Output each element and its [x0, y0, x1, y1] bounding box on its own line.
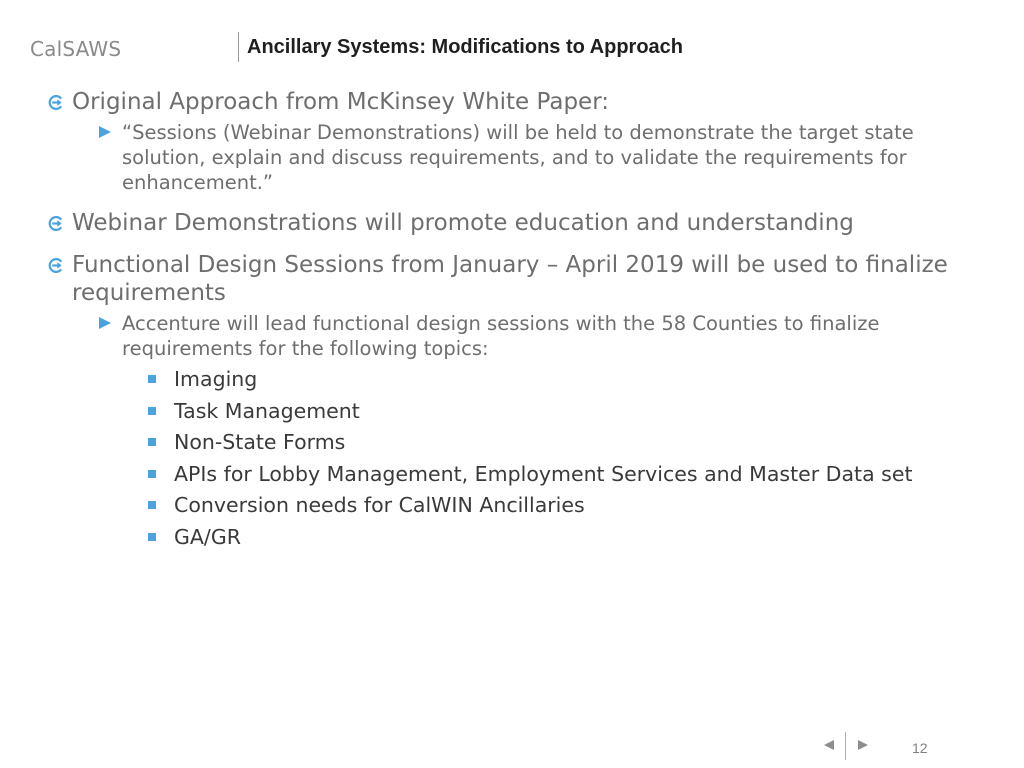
- slide-title: Ancillary Systems: Modifications to Approach: [247, 36, 684, 58]
- square-bullet-icon: [148, 375, 156, 383]
- topic-text: Task Management: [174, 398, 360, 423]
- bullet-text: Original Approach from McKinsey White Paper:: [72, 89, 609, 115]
- triangle-right-icon: [98, 316, 112, 330]
- sub-bullet-accenture: [122, 311, 988, 361]
- page-number: 12: [912, 740, 928, 756]
- list-item: [174, 399, 988, 424]
- topic-text: APIs for Lobby Management, Employment Services and Master Data set: [174, 461, 913, 486]
- list-item: [174, 462, 988, 487]
- circled-arrow-icon: [48, 94, 65, 111]
- square-bullet-icon: [148, 533, 156, 541]
- topic-text: GA/GR: [174, 524, 241, 549]
- square-bullet-icon: [148, 407, 156, 415]
- sub-bullet-text: “Sessions (Webinar Demonstrations) will be held to demonstrate the target state solution, explain and discuss requirements, and to validate the requirements for enhancement.”: [122, 121, 914, 194]
- list-item: [174, 430, 988, 455]
- bullet-text: Functional Design Sessions from January – April 2019 will be used to finalize requirements: [72, 252, 948, 306]
- sub-bullet-text: Accenture will lead functional design sessions with the 58 Counties to finalize requirements for the following topics:: [122, 312, 880, 360]
- triangle-right-icon: [98, 125, 112, 139]
- bullet-functional-design: [48, 251, 988, 307]
- title-divider: [238, 32, 239, 62]
- list-item: [174, 367, 988, 392]
- list-item: [174, 493, 988, 518]
- topics-list: [174, 367, 988, 550]
- topic-text: Imaging: [174, 367, 258, 391]
- slide-navigation: [824, 732, 876, 760]
- circled-arrow-icon: [48, 215, 65, 232]
- bullet-original-approach: [48, 88, 988, 116]
- bullet-webinar-demonstrations: [48, 209, 988, 237]
- square-bullet-icon: [148, 438, 156, 446]
- list-item: [174, 525, 988, 550]
- bullet-text: Webinar Demonstrations will promote education and understanding: [72, 210, 854, 236]
- nav-divider: [845, 732, 846, 760]
- square-bullet-icon: [148, 470, 156, 478]
- triangle-left-icon[interactable]: [824, 740, 834, 750]
- square-bullet-icon: [148, 501, 156, 509]
- slide-content: [48, 88, 988, 556]
- sub-bullet-quote: [122, 120, 988, 195]
- topic-text: Non-State Forms: [174, 430, 346, 454]
- triangle-right-icon[interactable]: [858, 740, 868, 750]
- circled-arrow-icon: [48, 257, 65, 274]
- topic-text: Conversion needs for CalWIN Ancillaries: [174, 493, 585, 517]
- calsaws-logo: CalSAWS: [30, 37, 122, 61]
